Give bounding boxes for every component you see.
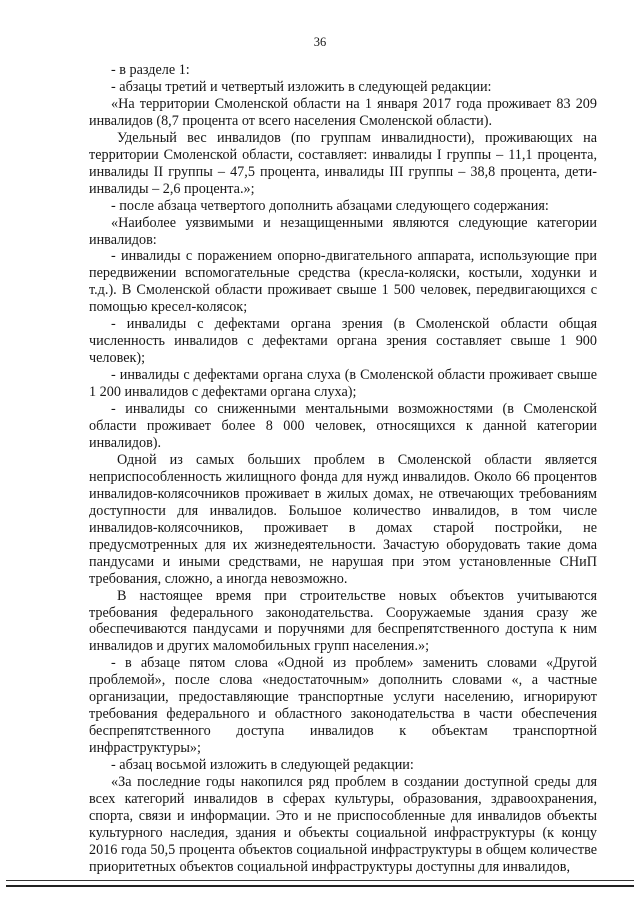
paragraph-instruction: - абзац восьмой изложить в следующей редакции: [111,757,414,774]
list-item-vision: - инвалиды с дефектами органа зрения (в Смоленской области общая численность инвалидов с дефектами органа зрения составляет свыше 1 900 человек); [89,316,597,367]
list-item-mobility: - инвалиды с поражением опорно-двигательного аппарата, использующие при передвижении вспомогательные средства (кресла-коляски, костыли, ходунки и т.д.). В Смоленской области проживает свыше 1 500 человек, передвигающихся с помощью кресел-колясок; [89,248,597,316]
paragraph-instruction-replace: - в абзаце пятом слова «Одной из проблем» заменить словами «Другой проблемой», после слова «недостаточным» дополнить словами «, а частные организации, предоставляющие транспортные услуги населению, игнорируют требования федерального и областного законодательства в части обеспечения беспрепятственного доступа инвалидов к объектам транспортной инфраструктуры»; [89,655,597,757]
paragraph-population-statistics: «На территории Смоленской области на 1 января 2017 года проживает 83 209 инвалидов (8,7 процента от всего населения Смоленской области). [89,95,597,129]
paragraph-housing-problem: Одной из самых больших проблем в Смоленской области является неприспособленность жилищного фонда для нужд инвалидов. Около 66 процентов инвалидов-колясочников проживает в жилых домах, не отвечающих требованиям доступности для инвалидов. Большое количество инвалидов, в том числе инвалидов-колясочников, проживает в домах старой постройки, не предусмотренных для их жизнедеятельности. Зачастую оборудовать такие дома пандусами и иными средствами, не нарушая при этом установленные СНиП требования, сложно, а иногда невозможно. [89,451,597,587]
paragraph-instruction: - абзацы третий и четвертый изложить в следующей редакции: [111,78,492,95]
paragraph-section-reference: - в разделе 1: [111,62,190,78]
paragraph-new-construction: В настоящее время при строительстве новых объектов учитываются требования федерального законодательства. Сооружаемые здания сразу же обеспечиваются пандусами и поручнями для беспрепятственного доступа к ним инвалидов и других маломобильных групп населения.»; [89,587,597,655]
paragraph-disability-groups: Удельный вес инвалидов (по группам инвалидности), проживающих на территории Смоленской области, составляет: инвалиды I группы – 11,1 процента, инвалиды II группы – 47,5 процента, инвалиды III группы – 38,8 процента, дети-инвалиды – 2,6 процента.»; [89,129,597,197]
page-number: 36 [313,35,327,49]
document-body [89,62,597,876]
list-item-mental: - инвалиды со сниженными ментальными возможностями (в Смоленской области проживает более 8 000 человек, относящихся к данной категории инвалидов). [89,401,597,451]
footer-divider [6,880,634,881]
paragraph-accessible-environment: «За последние годы накопился ряд проблем в создании доступной среды для всех категорий инвалидов в сферах культуры, образования, здравоохранения, спорта, связи и информации. Это и не приспособленные для инвалидов объекты культурного наследия, здания и объекты социальной инфраструктуры (к концу 2016 года 50,5 процента объектов социальной инфраструктуры в общем количестве приоритетных объектов социальной инфраструктуры доступны для инвалидов, [89,774,597,875]
paragraph-vulnerable-categories: «Наиболее уязвимыми и незащищенными являются следующие категории инвалидов: [89,214,597,248]
list-item-hearing: - инвалиды с дефектами органа слуха (в Смоленской области проживает свыше 1 200 инвалидов с дефектами органа слуха); [89,367,597,401]
paragraph-instruction: - после абзаца четвертого дополнить абзацами следующего содержания: [111,197,549,214]
footer-divider [6,885,634,887]
